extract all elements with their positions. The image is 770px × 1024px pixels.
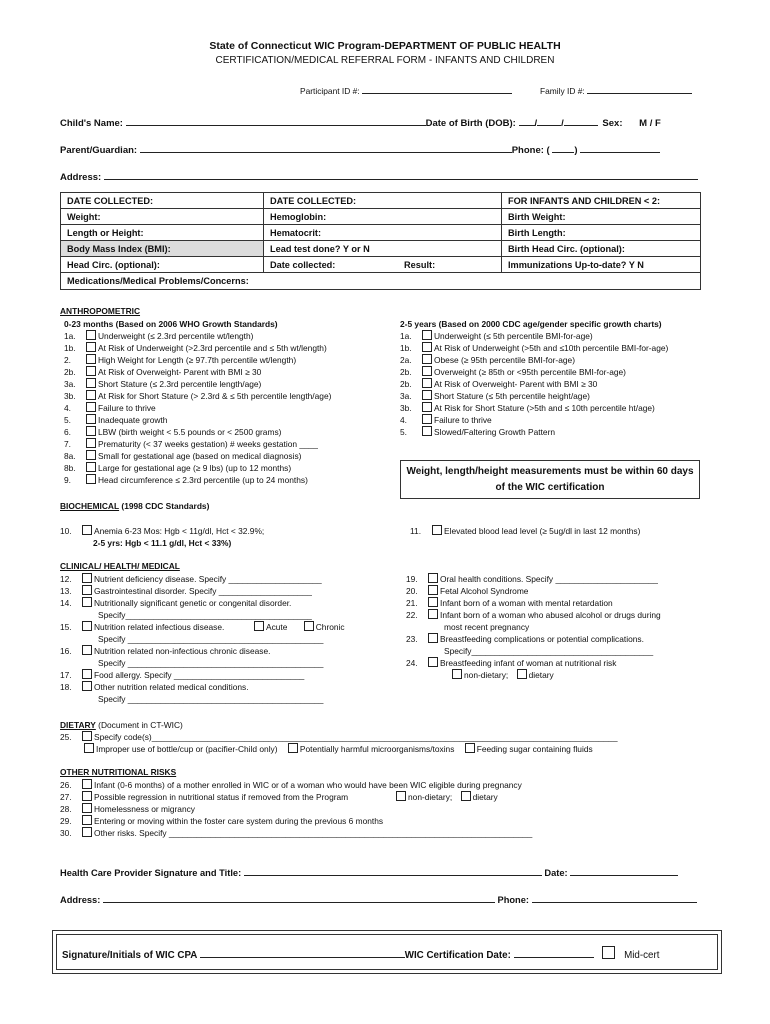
item-27-dietary-checkbox[interactable] (461, 791, 471, 801)
dietary-heading-row: DIETARY (Document in CT-WIC) (60, 720, 183, 730)
clinical-left-text: Gastrointestinal disorder. Specify ____________________ (94, 586, 312, 596)
birth-head-circ-cell[interactable]: Birth Head Circ. (optional): (502, 241, 701, 257)
anthro-left-text: At Risk for Short Stature (> 2.3rd & ≤ 5th percentile length/age) (98, 391, 332, 401)
item-11: 11. Elevated blood lead level (≥ 5ug/dl in last 12 months) (410, 526, 641, 536)
child-name-field[interactable] (126, 116, 426, 126)
infants-header: FOR INFANTS AND CHILDREN < 2: (502, 193, 701, 209)
anthro-left-text: Inadequate growth (98, 415, 168, 425)
provider-phone-label: Phone: (497, 895, 530, 905)
anthro-left-text: Underweight (≤ 2.3rd percentile wt/length) (98, 331, 254, 341)
anthro-left-checkbox[interactable] (86, 402, 96, 412)
form-subtitle: CERTIFICATION/MEDICAL REFERRAL FORM - INFANTS AND CHILDREN (215, 55, 555, 66)
family-id-label: Family ID #: (540, 84, 692, 97)
clinical-left-item (60, 657, 323, 669)
participant-id-label: Participant ID #: (300, 84, 512, 97)
chronic-checkbox[interactable] (304, 621, 314, 631)
anthro-right-item: 5. Slowed/Faltering Growth Pattern (400, 427, 556, 437)
item-24-options: non-dietary; dietary (452, 669, 554, 681)
provider-phone-field[interactable] (532, 893, 697, 903)
other-risk-text: Infant (0-6 months) of a mother enrolled in WIC or of a woman who would have been WIC eligible during pregnancy (94, 780, 522, 790)
clinical-left-item: 17. Food allergy. Specify ____________________________ (60, 670, 305, 680)
anthro-right-checkbox[interactable] (422, 366, 432, 376)
dob-month-field[interactable] (519, 116, 535, 126)
clinical-left-checkbox[interactable] (82, 669, 92, 679)
item-27-nondietary-checkbox[interactable] (396, 791, 406, 801)
mid-cert-label: Mid-cert (624, 950, 660, 961)
provider-date-field[interactable] (570, 866, 678, 876)
anthro-left-text: At Risk of Underweight (>2.3rd percentile and ≤ 5th wt/length) (98, 343, 327, 353)
address-field[interactable] (104, 170, 698, 180)
anthro-left-item: 3a. Short Stature (≤ 2.3rd percentile length/age) (64, 379, 262, 389)
phone-field[interactable] (580, 143, 660, 153)
participant-id-field[interactable] (362, 84, 512, 94)
anthro-right-item: 2a. Obese (≥ 95th percentile BMI-for-age) (400, 355, 575, 365)
measurement-notice: Weight, length/height measurements must be within 60 days of the WIC certification (400, 460, 700, 499)
clinical-left-item (60, 633, 323, 645)
improper-bottle-checkbox[interactable] (84, 743, 94, 753)
child-name-row: Child's Name: Date of Birth (DOB): / / Sex: M / F (60, 118, 661, 129)
other-risks-heading: OTHER NUTRITIONAL RISKS (60, 767, 177, 777)
clinical-right-item (406, 621, 661, 633)
cert-date-field[interactable] (514, 948, 594, 958)
clinical-left-item: 18. Other nutrition related medical conditions. (60, 682, 249, 692)
clinical-right-item: 23. Breastfeeding complications or potential complications. (406, 634, 644, 644)
clinical-left-item: 15. Nutrition related infectious disease. (60, 622, 225, 632)
clinical-left-text: Specify __________________________________________ (98, 658, 324, 668)
item-25-checkbox[interactable] (82, 731, 92, 741)
clinical-right-text: Infant born of a woman with mental retardation (440, 598, 613, 608)
clinical-left-item: 16. Nutrition related non-infectious chronic disease. (60, 646, 271, 656)
anthro-right-item: 1b. At Risk of Underweight (>5th and ≤10th percentile BMI-for-age) (400, 343, 669, 353)
clinical-left-checkbox[interactable] (82, 621, 92, 631)
other-risk-checkbox[interactable] (82, 815, 92, 825)
cpa-signature-field[interactable] (200, 948, 405, 958)
anthro-right-item: 1a. Underweight (≤ 5th percentile BMI-for-age) (400, 331, 593, 341)
clinical-right-item: 22. Infant born of a woman who abused alcohol or drugs during (406, 610, 661, 620)
immunizations-cell[interactable]: Immunizations Up-to-date? Y N (502, 257, 701, 273)
provider-address-field[interactable] (103, 893, 495, 903)
anthro-left-item: 9. Head circumference ≤ 2.3rd percentile (up to 24 months) (64, 475, 308, 485)
other-risk-item: 28. Homelessness or migrancy (60, 804, 195, 814)
bmi-cell[interactable]: Body Mass Index (BMI): (61, 241, 264, 257)
anthro-left-checkbox[interactable] (86, 390, 96, 400)
clinical-left-text: Specify __________________________________________ (98, 634, 324, 644)
clinical-right-text: Breastfeeding infant of woman at nutritional risk (440, 658, 617, 668)
anthro-right-list (400, 330, 668, 438)
clinical-right-item (406, 645, 661, 657)
clinical-heading: CLINICAL/ HEALTH/ MEDICAL (60, 561, 180, 571)
anthro-right-text: Slowed/Faltering Growth Pattern (434, 427, 556, 437)
measurements-table (60, 192, 701, 290)
anthro-left-checkbox[interactable] (86, 426, 96, 436)
clinical-left-text: Specify________________________________________ (98, 610, 312, 620)
anthro-left-text: Large for gestational age (≥ 9 lbs) (up to 12 months) (98, 463, 292, 473)
clinical-right-text: Breastfeeding complications or potential complications. (440, 634, 644, 644)
provider-address-row: Address: Phone: (60, 893, 697, 905)
item-10: 10. Anemia 6-23 Mos: Hgb < 11g/dl, Hct < 32.9%; (60, 526, 265, 536)
provider-signature-row: Health Care Provider Signature and Title: Date: (60, 866, 678, 878)
item-10-checkbox[interactable] (82, 525, 92, 535)
anthro-right-checkbox[interactable] (422, 354, 432, 364)
anthro-left-item: 8b. Large for gestational age (≥ 9 lbs) (up to 12 months) (64, 463, 292, 473)
anthro-right-checkbox[interactable] (422, 402, 432, 412)
anthro-right-checkbox[interactable] (422, 426, 432, 436)
clinical-right-text: Specify_______________________________________ (444, 646, 654, 656)
anthro-left-item: 7. Prematurity (< 37 weeks gestation) # weeks gestation ____ (64, 439, 318, 449)
clinical-left-checkbox[interactable] (82, 645, 92, 655)
anthro-left-text: LBW (birth weight < 5.5 pounds or < 2500 grams) (98, 427, 282, 437)
clinical-left-text: Nutritionally significant genetic or congenital disorder. (94, 598, 292, 608)
anthro-left-heading: 0-23 months (Based on 2006 WHO Growth Standards) (64, 319, 278, 329)
sex-options[interactable]: M / F (639, 118, 661, 129)
anthro-left-item: 1b. At Risk of Underweight (>2.3rd percentile and ≤ 5th wt/length) (64, 343, 327, 353)
anthro-left-text: Head circumference ≤ 2.3rd percentile (up to 24 months) (98, 475, 308, 485)
clinical-right-checkbox[interactable] (428, 633, 438, 643)
clinical-right-item: 20. Fetal Alcohol Syndrome (406, 586, 529, 596)
dob-day-field[interactable] (537, 116, 561, 126)
address-row: Address: (60, 170, 698, 183)
other-risk-checkbox[interactable] (82, 791, 92, 801)
dob-year-field[interactable] (564, 116, 598, 126)
clinical-right-checkbox[interactable] (428, 657, 438, 667)
other-risk-checkbox[interactable] (82, 803, 92, 813)
clinical-right-item: 19. Oral health conditions. Specify ______________________ (406, 574, 658, 584)
anthro-right-checkbox[interactable] (422, 330, 432, 340)
lead-result-label: Result: (404, 259, 436, 270)
anthro-left-item: 5. Inadequate growth (64, 415, 168, 425)
clinical-left-item: 12. Nutrient deficiency disease. Specify ____________________ (60, 574, 322, 584)
anthro-left-checkbox[interactable] (86, 462, 96, 472)
other-risk-text: Other risks. Specify ______________________________________________________________________________ (94, 828, 533, 838)
other-risk-checkbox[interactable] (82, 827, 92, 837)
anthro-right-item: 2b. Overweight (≥ 85th or <95th percentile BMI-for-age) (400, 367, 626, 377)
anthro-left-text: Prematurity (< 37 weeks gestation) # weeks gestation ____ (98, 439, 318, 449)
family-id-field[interactable] (587, 84, 692, 94)
anthro-left-text: At Risk of Overweight- Parent with BMI ≥ 30 (98, 367, 262, 377)
anthro-right-text: Obese (≥ 95th percentile BMI-for-age) (434, 355, 575, 365)
hemoglobin-cell[interactable]: Hemoglobin: (264, 209, 502, 225)
date-collected-1[interactable]: DATE COLLECTED: (61, 193, 264, 209)
acute-chronic: Acute Chronic (254, 621, 345, 633)
other-risk-item: 29. Entering or moving within the foster care system during the previous 6 months (60, 816, 384, 826)
anthro-left-checkbox[interactable] (86, 474, 96, 484)
clinical-right-text: Infant born of a woman who abused alcohol or drugs during (440, 610, 661, 620)
anthro-left-checkbox[interactable] (86, 330, 96, 340)
clinical-left-item: 14. Nutritionally significant genetic or congenital disorder. (60, 598, 292, 608)
item-10-line2: 2-5 yrs: Hgb < 11.1 g/dl, Hct < 33%) (93, 538, 232, 548)
anthro-left-text: Short Stature (≤ 2.3rd percentile length/age) (98, 379, 262, 389)
anthro-left-checkbox[interactable] (86, 366, 96, 376)
item-25-options: Improper use of bottle/cup or (pacifier-Child only) Potentially harmful microorganisms/toxins Feeding sugar containing fluids (84, 743, 593, 755)
anthro-right-text: At Risk of Underweight (>5th and ≤10th percentile BMI-for-age) (434, 343, 669, 353)
anthro-right-checkbox[interactable] (422, 378, 432, 388)
clinical-right-checkbox[interactable] (428, 597, 438, 607)
anthro-left-item: 3b. At Risk for Short Stature (> 2.3rd & ≤ 5th percentile length/age) (64, 391, 332, 401)
acute-checkbox[interactable] (254, 621, 264, 631)
provider-signature-field[interactable] (244, 866, 542, 876)
microorganisms-checkbox[interactable] (288, 743, 298, 753)
clinical-left-text: Nutrition related infectious disease. (94, 622, 225, 632)
anthro-left-text: Failure to thrive (98, 403, 156, 413)
anthro-right-checkbox[interactable] (422, 414, 432, 424)
other-risk-text: Possible regression in nutritional status if removed from the Program (94, 792, 349, 802)
other-risk-item: 27. Possible regression in nutritional status if removed from the Program (60, 792, 349, 802)
anthro-right-heading: 2-5 years (Based on 2000 CDC age/gender specific growth charts) (400, 319, 662, 329)
phone-area-field[interactable] (552, 143, 574, 153)
anthro-left-item: 2. High Weight for Length (≥ 97.7th percentile wt/length) (64, 355, 297, 365)
clinical-left-text: Nutrient deficiency disease. Specify ____________________ (94, 574, 322, 584)
clinical-left-text: Specify __________________________________________ (98, 694, 324, 704)
anthro-left-checkbox[interactable] (86, 438, 96, 448)
anthro-left-item: 1a. Underweight (≤ 2.3rd percentile wt/length) (64, 331, 254, 341)
anthro-left-item: 4. Failure to thrive (64, 403, 156, 413)
head-circ-cell[interactable]: Head Circ. (optional): (61, 257, 264, 273)
anthro-right-text: Underweight (≤ 5th percentile BMI-for-age) (434, 331, 593, 341)
item-11-checkbox[interactable] (432, 525, 442, 535)
item-24-nondietary-checkbox[interactable] (452, 669, 462, 679)
cpa-signature-row: Signature/Initials of WIC CPA WIC Certification Date: Mid-cert (62, 946, 659, 961)
weight-cell[interactable]: Weight: (61, 209, 264, 225)
parent-field[interactable] (140, 143, 512, 153)
lead-test-cell[interactable]: Lead test done? Y or N (264, 241, 502, 257)
anthro-right-text: Overweight (≥ 85th or <95th percentile BMI-for-age) (434, 367, 626, 377)
item-27-options: non-dietary; dietary (396, 791, 498, 803)
clinical-right-item: 24. Breastfeeding infant of woman at nutritional risk (406, 658, 617, 668)
clinical-right-checkbox[interactable] (428, 609, 438, 619)
clinical-left-checkbox[interactable] (82, 597, 92, 607)
birth-length-cell[interactable]: Birth Length: (502, 225, 701, 241)
clinical-left-text: Food allergy. Specify ____________________________ (94, 670, 305, 680)
anthro-left-checkbox[interactable] (86, 342, 96, 352)
provider-date-label: Date: (544, 868, 568, 878)
hematocrit-cell[interactable]: Hematocrit: (264, 225, 502, 241)
anthro-left-checkbox[interactable] (86, 450, 96, 460)
biochemical-heading-row: BIOCHEMICAL (1998 CDC Standards) (60, 501, 210, 511)
cert-date-label: WIC Certification Date: (404, 950, 511, 961)
other-risks-list (60, 779, 532, 839)
sugar-fluids-checkbox[interactable] (465, 743, 475, 753)
clinical-right-item: 21. Infant born of a woman with mental retardation (406, 598, 613, 608)
clinical-right-text: most recent pregnancy (444, 622, 530, 632)
clinical-right-list (406, 573, 661, 669)
other-risk-text: Homelessness or migrancy (94, 804, 195, 814)
anthro-right-checkbox[interactable] (422, 390, 432, 400)
clinical-left-checkbox[interactable] (82, 681, 92, 691)
anthro-right-text: Short Stature (≤ 5th percentile height/age) (434, 391, 590, 401)
date-collected-2[interactable]: DATE COLLECTED: (264, 193, 502, 209)
anthro-right-text: At Risk of Overweight- Parent with BMI ≥ 30 (434, 379, 598, 389)
other-risk-checkbox[interactable] (82, 779, 92, 789)
length-cell[interactable]: Length or Height: (61, 225, 264, 241)
clinical-left-item: 13. Gastrointestinal disorder. Specify ____________________ (60, 586, 312, 596)
clinical-right-text: Fetal Alcohol Syndrome (440, 586, 529, 596)
anthro-left-text: High Weight for Length (≥ 97.7th percentile wt/length) (98, 355, 297, 365)
anthro-left-text: Small for gestational age (based on medical diagnosis) (98, 451, 302, 461)
anthro-left-checkbox[interactable] (86, 354, 96, 364)
clinical-left-text: Other nutrition related medical conditions. (94, 682, 249, 692)
phone-label: Phone: ( (511, 145, 550, 156)
dob-label: Date of Birth (DOB): (425, 118, 516, 129)
clinical-left-checkbox[interactable] (82, 585, 92, 595)
clinical-left-list (60, 573, 323, 705)
item-25: 25. Specify code(s)____________________________________________________________________________________________________ (60, 732, 618, 742)
birth-weight-cell[interactable]: Birth Weight: (502, 209, 701, 225)
anthro-right-item: 3b. At Risk for Short Stature (>5th and ≤ 10th percentile ht/age) (400, 403, 655, 413)
anthro-right-checkbox[interactable] (422, 342, 432, 352)
mid-cert-checkbox[interactable] (602, 946, 615, 959)
clinical-left-item (60, 693, 323, 705)
parent-row: Parent/Guardian: Phone: ( ) (60, 143, 660, 156)
anthro-left-item: 8a. Small for gestational age (based on medical diagnosis) (64, 451, 302, 461)
anthro-right-text: At Risk for Short Stature (>5th and ≤ 10th percentile ht/age) (434, 403, 655, 413)
anthro-left-item: 6. LBW (birth weight < 5.5 pounds or < 2500 grams) (64, 427, 282, 437)
clinical-left-checkbox[interactable] (82, 573, 92, 583)
anthropometric-heading: ANTHROPOMETRIC (60, 306, 141, 316)
other-risk-item: 26. Infant (0-6 months) of a mother enrolled in WIC or of a woman who would have been WIC eligible during pregnancy (60, 780, 522, 790)
anthro-left-checkbox[interactable] (86, 414, 96, 424)
anthro-left-item: 2b. At Risk of Overweight- Parent with BMI ≥ 30 (64, 367, 262, 377)
anthro-right-item: 4. Failure to thrive (400, 415, 492, 425)
anthro-left-list (64, 330, 331, 486)
clinical-right-checkbox[interactable] (428, 573, 438, 583)
anthro-right-text: Failure to thrive (434, 415, 492, 425)
clinical-right-checkbox[interactable] (428, 585, 438, 595)
anthro-right-item: 3a. Short Stature (≤ 5th percentile height/age) (400, 391, 590, 401)
item-24-dietary-checkbox[interactable] (517, 669, 527, 679)
lead-date-cell[interactable]: Date collected: Result: (264, 257, 502, 273)
clinical-right-text: Oral health conditions. Specify ______________________ (440, 574, 658, 584)
other-risk-item: 30. Other risks. Specify ______________________________________________________________________________ (60, 828, 533, 838)
clinical-left-item (60, 609, 323, 621)
form-title: State of Connecticut WIC Program-DEPARTMENT OF PUBLIC HEALTH (209, 40, 561, 52)
clinical-left-text: Nutrition related non-infectious chronic disease. (94, 646, 271, 656)
sex-label: Sex: (602, 118, 623, 129)
medications-cell[interactable]: Medications/Medical Problems/Concerns: (61, 273, 701, 290)
anthro-left-checkbox[interactable] (86, 378, 96, 388)
other-risk-text: Entering or moving within the foster care system during the previous 6 months (94, 816, 384, 826)
anthro-right-item: 2b. At Risk of Overweight- Parent with BMI ≥ 30 (400, 379, 598, 389)
